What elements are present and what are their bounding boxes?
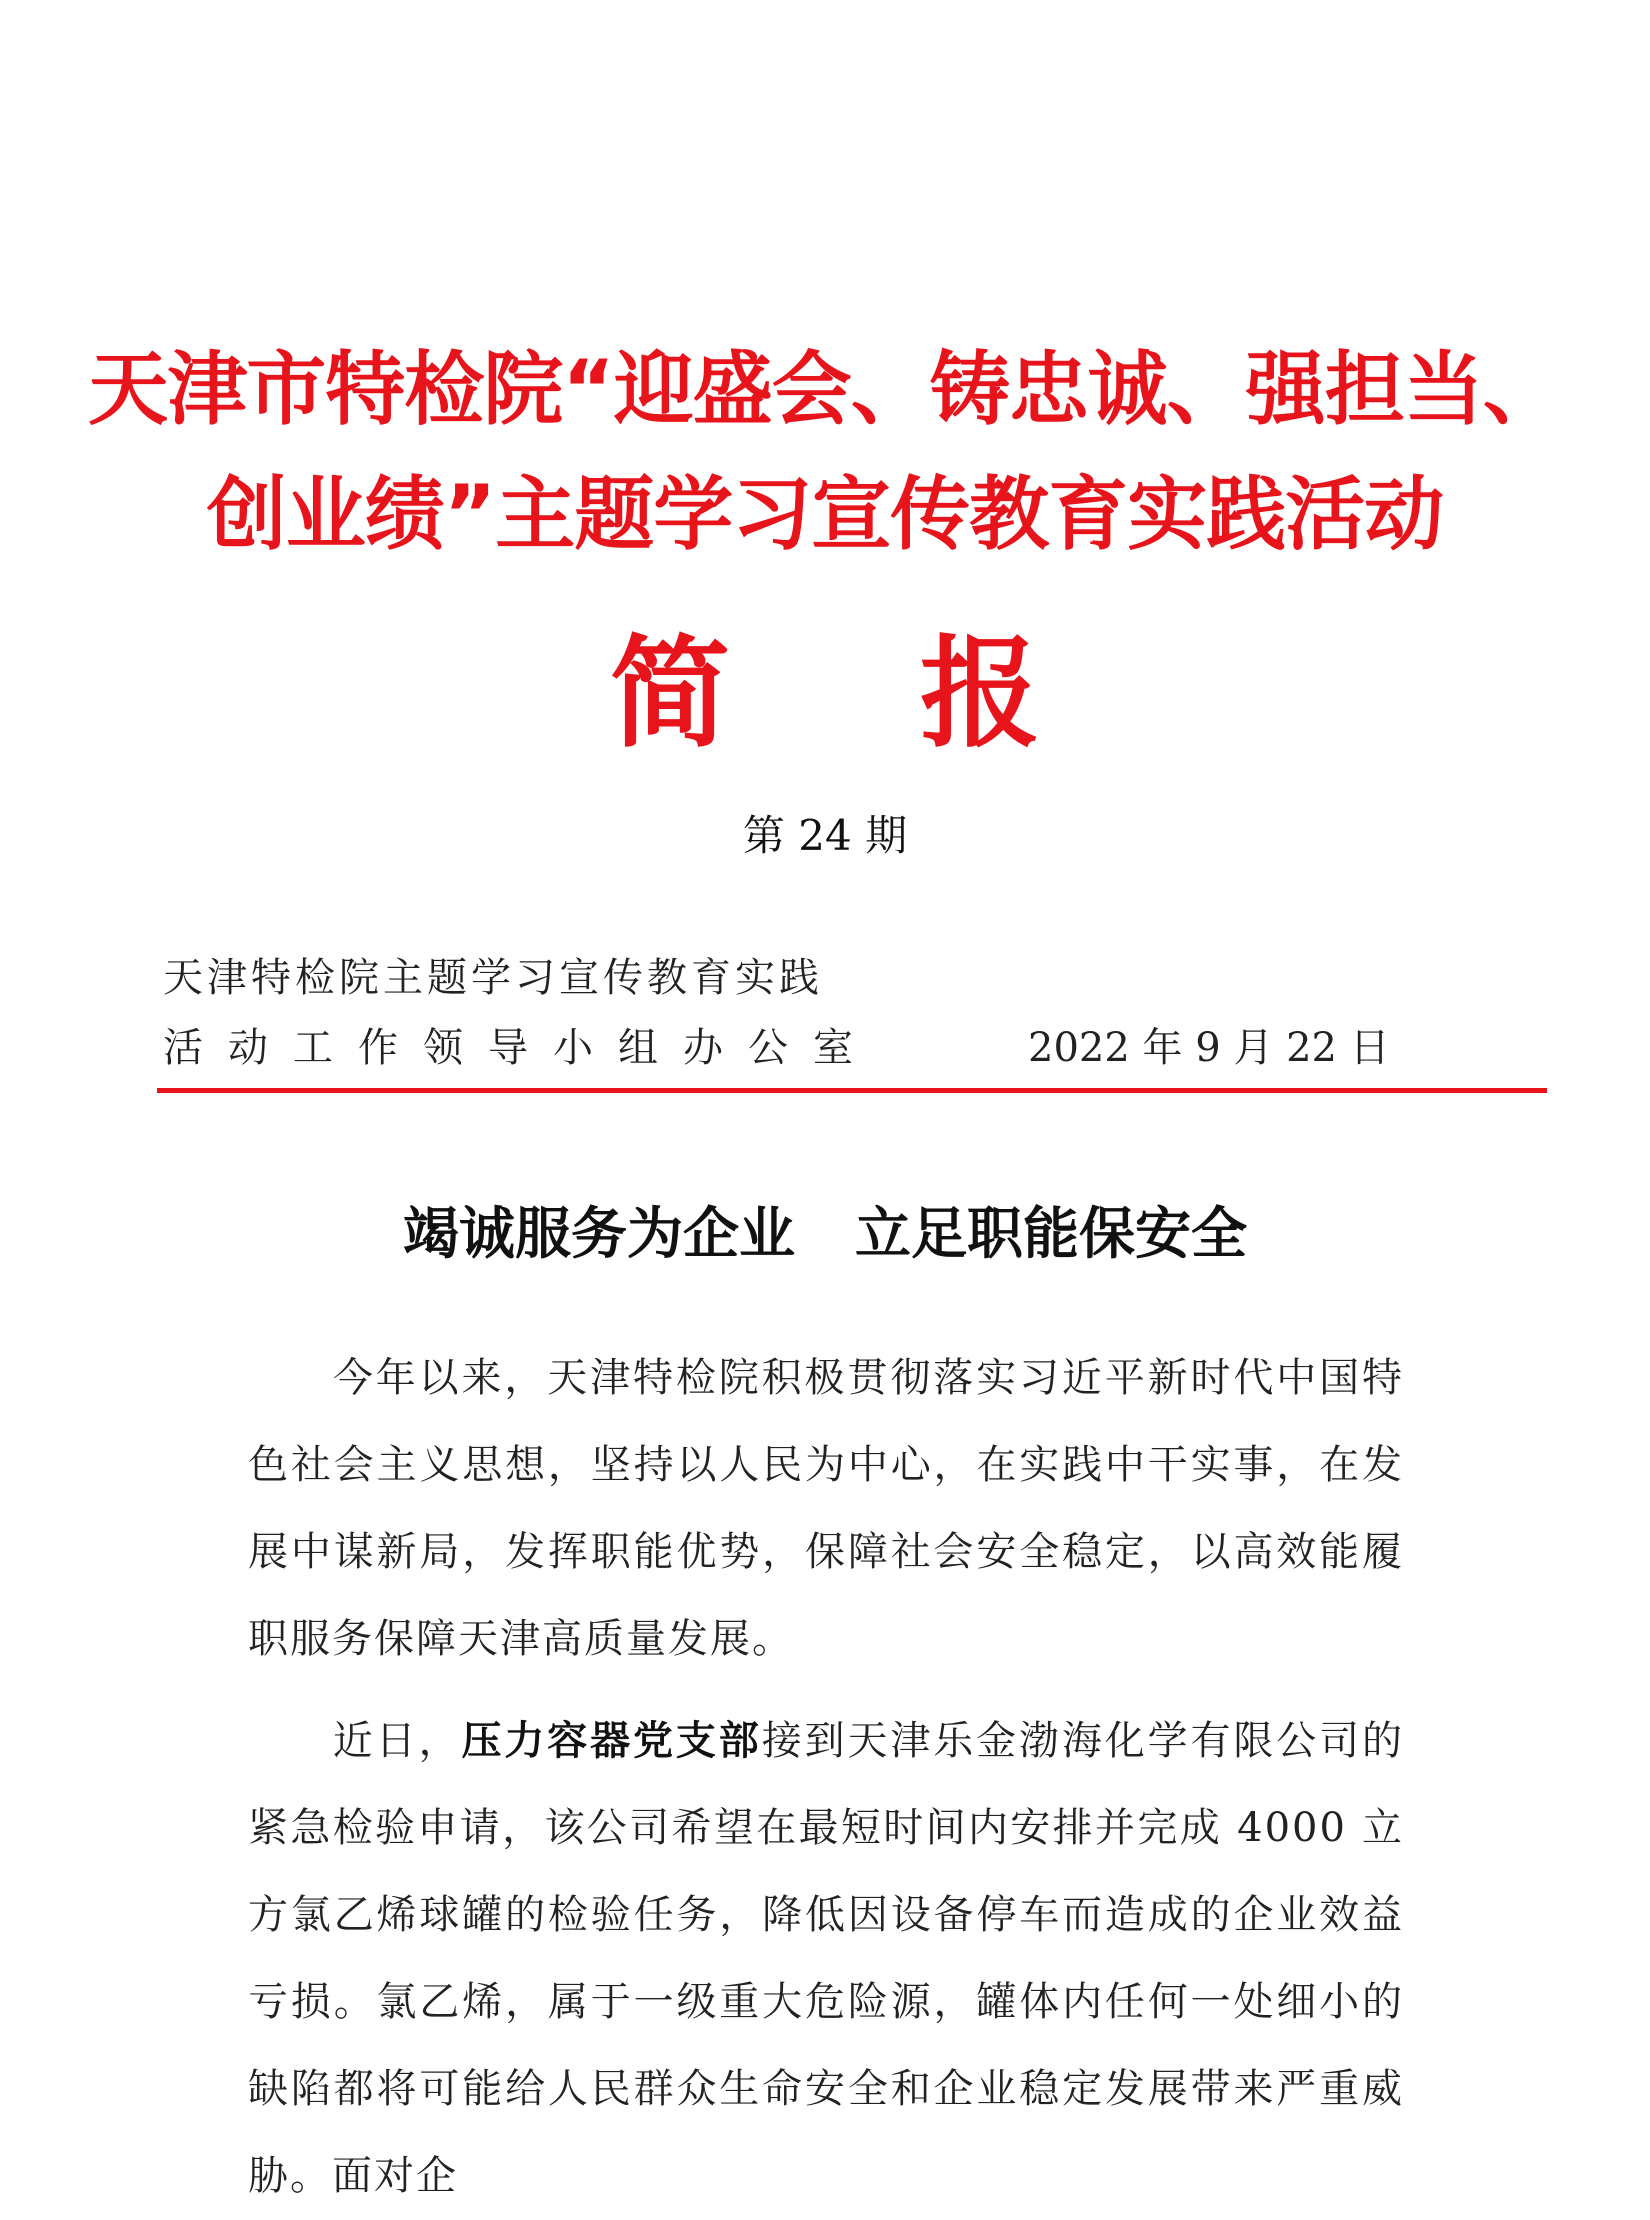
header-title-line1: 天津市特检院“迎盛会、铸忠诚、强担当、 <box>88 343 1562 436</box>
issuer-line2: 活动工作领导小组办公室 <box>163 1025 878 1071</box>
article-title-part2: 立足职能保安全 <box>855 1202 1247 1267</box>
issue-date: 2022 年 9 月 22 日 <box>1028 1025 1390 1071</box>
brief-title <box>0 620 1650 770</box>
header-divider <box>157 1088 1547 1093</box>
issuer-line1: 天津特检院主题学习宣传教育实践 <box>163 955 823 1001</box>
paragraph-2-rest: 接到天津乐金渤海化学有限公司的紧急检验申请，该公司希望在最短时间内安排并完成 4000 立方氯乙烯球罐的检验任务，降低因设备停车而造成的企业效益亏损。氯乙烯，属于一级重大危险源，罐体内任何一处细小的缺陷都将可能给人民群众生命安全和企业稳定发展带来严重威胁。面对企 <box>248 1718 1405 2199</box>
paragraph-2-bold-org: 压力容器党支部 <box>461 1718 762 1764</box>
brief-title-char2: 报 <box>920 625 1040 764</box>
article-title-part1: 竭诚服务为企业 <box>403 1202 795 1267</box>
brief-title-char1: 简 <box>610 625 730 764</box>
article-paragraph-2 <box>248 1698 1404 2220</box>
header-title-line2: 创业绩”主题学习宣传教育实践活动 <box>206 468 1444 561</box>
article-paragraph-1 <box>248 1335 1404 1683</box>
paragraph-1-text: 今年以来，天津特检院积极贯彻落实习近平新时代中国特色社会主义思想，坚持以人民为中心，在实践中干实事，在发展中谋新局，发挥职能优势，保障社会安全稳定，以高效能履职服务保障天津高质量发展。 <box>248 1355 1404 1662</box>
issue-number: 第 24 期 <box>742 811 908 860</box>
article-title <box>0 1195 1650 1275</box>
paragraph-2-lead: 近日， <box>332 1718 462 1764</box>
